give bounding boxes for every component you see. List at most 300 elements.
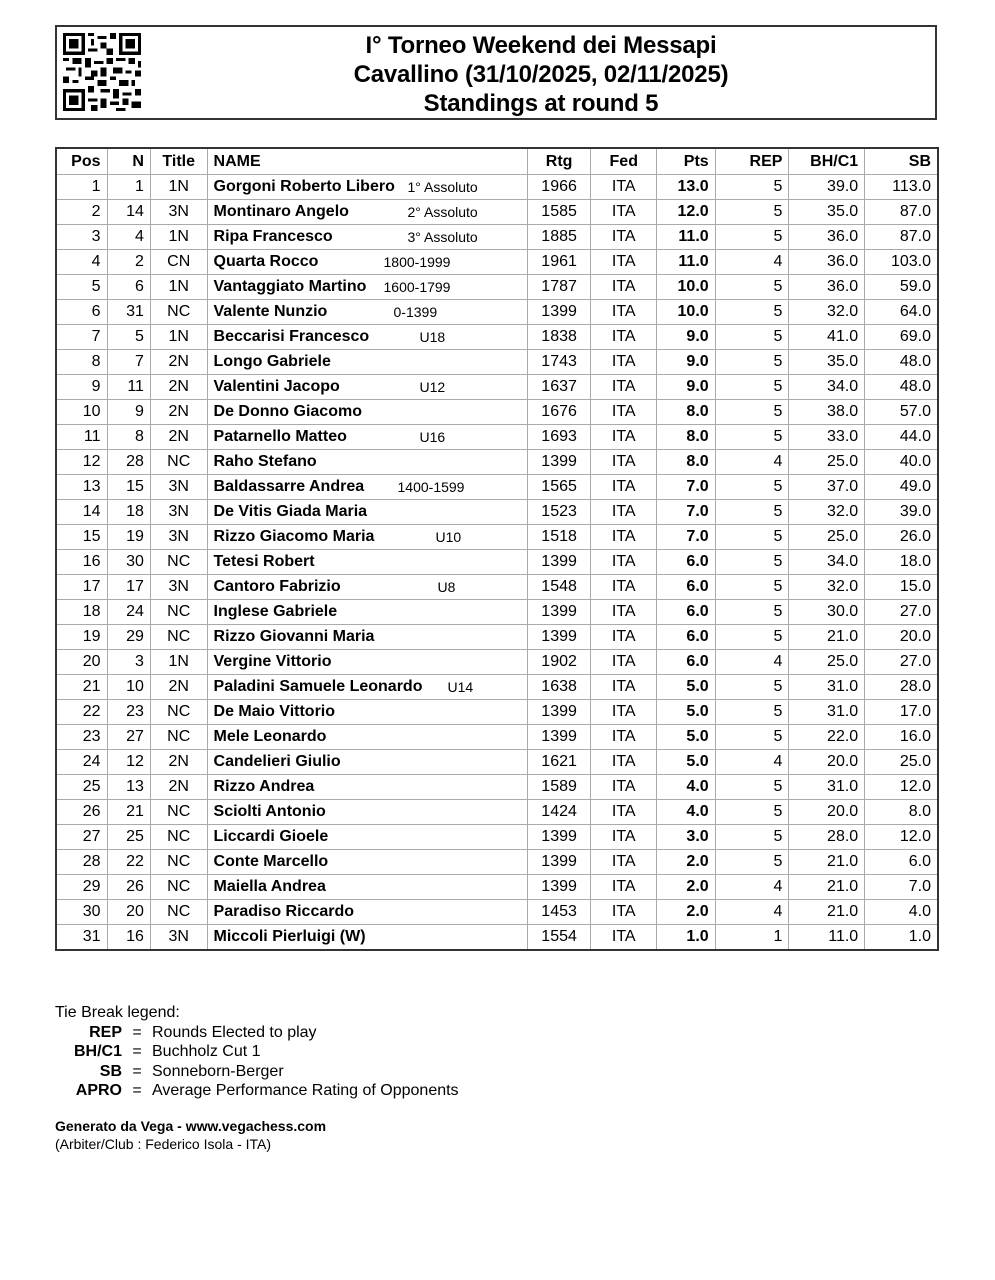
cell-pos: 12 bbox=[56, 450, 107, 475]
cell-n: 18 bbox=[107, 500, 150, 525]
player-name: Patarnello Matteo bbox=[213, 428, 347, 445]
player-name: Rizzo Giovanni Maria bbox=[213, 628, 375, 645]
cell-sb: 12.0 bbox=[865, 825, 938, 850]
table-row bbox=[56, 300, 938, 325]
player-name: De Donno Giacomo bbox=[213, 403, 362, 420]
player-name: Vantaggiato Martino bbox=[213, 278, 367, 295]
cell-pos: 14 bbox=[56, 500, 107, 525]
cell-title: 2N bbox=[150, 425, 207, 450]
cell-bh-c1: 25.0 bbox=[789, 450, 865, 475]
standings-round: Standings at round 5 bbox=[423, 90, 659, 117]
cell-bh-c1: 20.0 bbox=[789, 800, 865, 825]
prize-category-note: 1400-1599 bbox=[397, 479, 465, 495]
player-name: Beccarisi Francesco bbox=[213, 328, 370, 345]
cell-title: NC bbox=[150, 550, 207, 575]
cell-pos: 26 bbox=[56, 800, 107, 825]
prize-category-note: U10 bbox=[435, 529, 462, 545]
cell-sb: 87.0 bbox=[865, 225, 938, 250]
cell-bh-c1: 37.0 bbox=[789, 475, 865, 500]
cell-pos: 23 bbox=[56, 725, 107, 750]
cell-bh-c1: 41.0 bbox=[789, 325, 865, 350]
cell-bh-c1: 30.0 bbox=[789, 600, 865, 625]
cell-pts: 2.0 bbox=[657, 875, 716, 900]
cell-rtg: 1399 bbox=[527, 550, 591, 575]
cell-sb: 113.0 bbox=[865, 175, 938, 200]
cell-pos: 3 bbox=[56, 225, 107, 250]
cell-rtg: 1966 bbox=[527, 175, 591, 200]
cell-fed: ITA bbox=[591, 675, 657, 700]
cell-rep: 5 bbox=[715, 725, 789, 750]
cell-n: 9 bbox=[107, 400, 150, 425]
cell-pts: 7.0 bbox=[657, 475, 716, 500]
cell-pts: 10.0 bbox=[657, 275, 716, 300]
cell-title: 3N bbox=[150, 475, 207, 500]
cell-title: 2N bbox=[150, 350, 207, 375]
cell-title: 3N bbox=[150, 200, 207, 225]
cell-n: 15 bbox=[107, 475, 150, 500]
cell-pos: 15 bbox=[56, 525, 107, 550]
cell-rep: 5 bbox=[715, 850, 789, 875]
prize-category-note: U8 bbox=[437, 579, 456, 595]
cell-bh-c1: 38.0 bbox=[789, 400, 865, 425]
table-row bbox=[56, 775, 938, 800]
cell-fed: ITA bbox=[591, 750, 657, 775]
cell-n: 27 bbox=[107, 725, 150, 750]
prize-category-note: 2° Assoluto bbox=[407, 204, 478, 220]
cell-sb: 64.0 bbox=[865, 300, 938, 325]
table-row bbox=[56, 225, 938, 250]
cell-pos: 22 bbox=[56, 700, 107, 725]
cell-fed: ITA bbox=[591, 425, 657, 450]
cell-pts: 13.0 bbox=[657, 175, 716, 200]
player-name: Rizzo Giacomo Maria bbox=[213, 528, 375, 545]
legend-item bbox=[55, 1081, 459, 1101]
cell-fed: ITA bbox=[591, 300, 657, 325]
cell-sb: 27.0 bbox=[865, 650, 938, 675]
cell-pts: 1.0 bbox=[657, 925, 716, 951]
col-fed: Fed bbox=[591, 148, 657, 175]
cell-sb: 20.0 bbox=[865, 625, 938, 650]
cell-rep: 4 bbox=[715, 750, 789, 775]
header-box bbox=[55, 25, 937, 120]
player-name: Mele Leonardo bbox=[213, 728, 327, 745]
cell-name bbox=[207, 925, 527, 951]
cell-n: 19 bbox=[107, 525, 150, 550]
prize-category-note: U16 bbox=[419, 429, 446, 445]
cell-bh-c1: 39.0 bbox=[789, 175, 865, 200]
cell-name bbox=[207, 250, 527, 275]
prize-category-note: U18 bbox=[419, 329, 446, 345]
cell-rtg: 1399 bbox=[527, 825, 591, 850]
cell-rep: 5 bbox=[715, 525, 789, 550]
cell-fed: ITA bbox=[591, 725, 657, 750]
cell-pts: 8.0 bbox=[657, 425, 716, 450]
cell-rtg: 1565 bbox=[527, 475, 591, 500]
table-row bbox=[56, 525, 938, 550]
legend-equals: = bbox=[132, 1023, 142, 1041]
cell-title: 3N bbox=[150, 500, 207, 525]
footer bbox=[55, 1118, 326, 1153]
col-n: N bbox=[107, 148, 150, 175]
cell-title: NC bbox=[150, 300, 207, 325]
table-row bbox=[56, 925, 938, 951]
player-name: Paradiso Riccardo bbox=[213, 903, 355, 920]
cell-title: 2N bbox=[150, 675, 207, 700]
cell-pos: 18 bbox=[56, 600, 107, 625]
tiebreak-legend bbox=[55, 1003, 459, 1101]
table-row bbox=[56, 200, 938, 225]
cell-n: 5 bbox=[107, 325, 150, 350]
cell-name bbox=[207, 400, 527, 425]
cell-pts: 12.0 bbox=[657, 200, 716, 225]
cell-pos: 10 bbox=[56, 400, 107, 425]
cell-sb: 8.0 bbox=[865, 800, 938, 825]
standings-body bbox=[56, 175, 938, 951]
cell-bh-c1: 35.0 bbox=[789, 350, 865, 375]
cell-rep: 5 bbox=[715, 175, 789, 200]
cell-bh-c1: 21.0 bbox=[789, 850, 865, 875]
cell-name bbox=[207, 575, 527, 600]
cell-fed: ITA bbox=[591, 900, 657, 925]
cell-fed: ITA bbox=[591, 825, 657, 850]
cell-bh-c1: 20.0 bbox=[789, 750, 865, 775]
cell-rep: 5 bbox=[715, 550, 789, 575]
cell-pts: 10.0 bbox=[657, 300, 716, 325]
legend-abbr: APRO bbox=[75, 1082, 122, 1099]
cell-bh-c1: 36.0 bbox=[789, 275, 865, 300]
cell-name bbox=[207, 850, 527, 875]
table-row bbox=[56, 375, 938, 400]
player-name: Valente Nunzio bbox=[213, 303, 328, 320]
cell-title: 2N bbox=[150, 375, 207, 400]
table-row bbox=[56, 275, 938, 300]
cell-rep: 5 bbox=[715, 400, 789, 425]
cell-n: 3 bbox=[107, 650, 150, 675]
cell-sb: 49.0 bbox=[865, 475, 938, 500]
cell-title: 1N bbox=[150, 650, 207, 675]
col-rtg: Rtg bbox=[527, 148, 591, 175]
cell-pos: 20 bbox=[56, 650, 107, 675]
cell-pos: 19 bbox=[56, 625, 107, 650]
cell-rtg: 1743 bbox=[527, 350, 591, 375]
cell-n: 10 bbox=[107, 675, 150, 700]
cell-pos: 5 bbox=[56, 275, 107, 300]
cell-fed: ITA bbox=[591, 800, 657, 825]
cell-n: 29 bbox=[107, 625, 150, 650]
cell-sb: 103.0 bbox=[865, 250, 938, 275]
cell-sb: 48.0 bbox=[865, 350, 938, 375]
cell-sb: 6.0 bbox=[865, 850, 938, 875]
cell-pts: 6.0 bbox=[657, 600, 716, 625]
cell-rep: 5 bbox=[715, 775, 789, 800]
cell-title: NC bbox=[150, 800, 207, 825]
cell-pts: 6.0 bbox=[657, 550, 716, 575]
cell-rep: 5 bbox=[715, 575, 789, 600]
cell-pos: 2 bbox=[56, 200, 107, 225]
cell-pos: 25 bbox=[56, 775, 107, 800]
cell-name bbox=[207, 300, 527, 325]
cell-pts: 11.0 bbox=[657, 250, 716, 275]
cell-rtg: 1399 bbox=[527, 850, 591, 875]
col-sb: SB bbox=[865, 148, 938, 175]
cell-bh-c1: 32.0 bbox=[789, 575, 865, 600]
cell-name bbox=[207, 225, 527, 250]
legend-abbr: BH/C1 bbox=[73, 1043, 122, 1060]
cell-pos: 30 bbox=[56, 900, 107, 925]
cell-name bbox=[207, 325, 527, 350]
cell-pts: 5.0 bbox=[657, 700, 716, 725]
cell-fed: ITA bbox=[591, 400, 657, 425]
table-row bbox=[56, 675, 938, 700]
cell-rtg: 1548 bbox=[527, 575, 591, 600]
col-bh-c1: BH/C1 bbox=[789, 148, 865, 175]
player-name: Conte Marcello bbox=[213, 853, 329, 870]
cell-rep: 5 bbox=[715, 500, 789, 525]
player-name: Paladini Samuele Leonardo bbox=[213, 678, 423, 695]
cell-pts: 6.0 bbox=[657, 625, 716, 650]
player-name: Sciolti Antonio bbox=[213, 803, 326, 820]
prize-category-note: U14 bbox=[447, 679, 474, 695]
cell-rep: 4 bbox=[715, 650, 789, 675]
cell-bh-c1: 34.0 bbox=[789, 375, 865, 400]
cell-pos: 16 bbox=[56, 550, 107, 575]
cell-title: NC bbox=[150, 600, 207, 625]
player-name: Longo Gabriele bbox=[213, 353, 331, 370]
cell-sb: 39.0 bbox=[865, 500, 938, 525]
player-name: Liccardi Gioele bbox=[213, 828, 329, 845]
table-row bbox=[56, 325, 938, 350]
cell-n: 13 bbox=[107, 775, 150, 800]
cell-rep: 5 bbox=[715, 800, 789, 825]
cell-bh-c1: 28.0 bbox=[789, 825, 865, 850]
cell-rtg: 1399 bbox=[527, 875, 591, 900]
cell-n: 12 bbox=[107, 750, 150, 775]
cell-rep: 4 bbox=[715, 875, 789, 900]
cell-bh-c1: 31.0 bbox=[789, 675, 865, 700]
cell-pos: 6 bbox=[56, 300, 107, 325]
cell-pts: 6.0 bbox=[657, 575, 716, 600]
cell-name bbox=[207, 525, 527, 550]
cell-pts: 7.0 bbox=[657, 500, 716, 525]
cell-rep: 5 bbox=[715, 700, 789, 725]
cell-fed: ITA bbox=[591, 275, 657, 300]
table-row bbox=[56, 500, 938, 525]
cell-rtg: 1585 bbox=[527, 200, 591, 225]
cell-n: 6 bbox=[107, 275, 150, 300]
table-row bbox=[56, 800, 938, 825]
cell-fed: ITA bbox=[591, 625, 657, 650]
cell-fed: ITA bbox=[591, 475, 657, 500]
legend-abbr: REP bbox=[89, 1023, 122, 1041]
cell-rtg: 1399 bbox=[527, 600, 591, 625]
cell-bh-c1: 34.0 bbox=[789, 550, 865, 575]
cell-rep: 5 bbox=[715, 625, 789, 650]
cell-rep: 5 bbox=[715, 325, 789, 350]
cell-sb: 48.0 bbox=[865, 375, 938, 400]
table-row bbox=[56, 900, 938, 925]
cell-n: 23 bbox=[107, 700, 150, 725]
cell-bh-c1: 31.0 bbox=[789, 775, 865, 800]
cell-n: 25 bbox=[107, 825, 150, 850]
cell-pts: 3.0 bbox=[657, 825, 716, 850]
legend-desc: Average Performance Rating of Opponents bbox=[152, 1082, 459, 1099]
cell-rtg: 1838 bbox=[527, 325, 591, 350]
player-name: Baldassarre Andrea bbox=[213, 478, 365, 495]
table-row bbox=[56, 625, 938, 650]
cell-name bbox=[207, 800, 527, 825]
cell-fed: ITA bbox=[591, 525, 657, 550]
prize-category-note: 0-1399 bbox=[393, 304, 438, 320]
cell-bh-c1: 25.0 bbox=[789, 650, 865, 675]
cell-rep: 4 bbox=[715, 900, 789, 925]
cell-pos: 8 bbox=[56, 350, 107, 375]
cell-name bbox=[207, 600, 527, 625]
player-name: Valentini Jacopo bbox=[213, 378, 340, 395]
legend-item bbox=[55, 1023, 459, 1043]
cell-n: 17 bbox=[107, 575, 150, 600]
cell-rtg: 1453 bbox=[527, 900, 591, 925]
cell-name bbox=[207, 275, 527, 300]
cell-pos: 28 bbox=[56, 850, 107, 875]
cell-bh-c1: 25.0 bbox=[789, 525, 865, 550]
cell-fed: ITA bbox=[591, 350, 657, 375]
table-row bbox=[56, 750, 938, 775]
cell-n: 1 bbox=[107, 175, 150, 200]
cell-bh-c1: 32.0 bbox=[789, 500, 865, 525]
cell-fed: ITA bbox=[591, 875, 657, 900]
tournament-location-dates: Cavallino (31/10/2025, 02/11/2025) bbox=[353, 61, 729, 88]
legend-equals: = bbox=[132, 1043, 142, 1060]
legend-item bbox=[55, 1042, 459, 1062]
cell-title: 3N bbox=[150, 925, 207, 951]
table-row bbox=[56, 475, 938, 500]
cell-rtg: 1693 bbox=[527, 425, 591, 450]
cell-fed: ITA bbox=[591, 700, 657, 725]
cell-fed: ITA bbox=[591, 650, 657, 675]
cell-pts: 8.0 bbox=[657, 450, 716, 475]
cell-rtg: 1518 bbox=[527, 525, 591, 550]
cell-rtg: 1885 bbox=[527, 225, 591, 250]
cell-rep: 5 bbox=[715, 375, 789, 400]
cell-pts: 2.0 bbox=[657, 900, 716, 925]
table-row bbox=[56, 175, 938, 200]
cell-pts: 5.0 bbox=[657, 750, 716, 775]
table-row bbox=[56, 875, 938, 900]
cell-rtg: 1676 bbox=[527, 400, 591, 425]
cell-pos: 29 bbox=[56, 875, 107, 900]
table-row bbox=[56, 425, 938, 450]
cell-pos: 7 bbox=[56, 325, 107, 350]
legend-item bbox=[55, 1062, 459, 1082]
cell-fed: ITA bbox=[591, 775, 657, 800]
cell-n: 8 bbox=[107, 425, 150, 450]
cell-n: 16 bbox=[107, 925, 150, 951]
cell-name bbox=[207, 350, 527, 375]
player-name: Maiella Andrea bbox=[213, 878, 326, 895]
cell-sb: 25.0 bbox=[865, 750, 938, 775]
player-name: Tetesi Robert bbox=[213, 553, 315, 570]
cell-rep: 5 bbox=[715, 350, 789, 375]
cell-pos: 21 bbox=[56, 675, 107, 700]
cell-rep: 1 bbox=[715, 925, 789, 951]
col-name: NAME bbox=[207, 148, 527, 175]
cell-pts: 9.0 bbox=[657, 375, 716, 400]
cell-pos: 4 bbox=[56, 250, 107, 275]
cell-name bbox=[207, 625, 527, 650]
cell-name bbox=[207, 650, 527, 675]
tournament-name: I° Torneo Weekend dei Messapi bbox=[365, 32, 717, 59]
cell-sb: 87.0 bbox=[865, 200, 938, 225]
cell-sb: 7.0 bbox=[865, 875, 938, 900]
cell-n: 7 bbox=[107, 350, 150, 375]
cell-rep: 5 bbox=[715, 275, 789, 300]
cell-bh-c1: 21.0 bbox=[789, 875, 865, 900]
cell-title: NC bbox=[150, 450, 207, 475]
cell-title: NC bbox=[150, 725, 207, 750]
player-name: De Vitis Giada Maria bbox=[213, 503, 368, 520]
cell-n: 2 bbox=[107, 250, 150, 275]
player-name: Rizzo Andrea bbox=[213, 778, 315, 795]
legend-abbr: SB bbox=[99, 1062, 122, 1080]
cell-title: 2N bbox=[150, 775, 207, 800]
col-rep: REP bbox=[715, 148, 789, 175]
cell-n: 22 bbox=[107, 850, 150, 875]
cell-title: 1N bbox=[150, 225, 207, 250]
cell-pos: 17 bbox=[56, 575, 107, 600]
standings-table bbox=[55, 147, 939, 951]
cell-title: CN bbox=[150, 250, 207, 275]
cell-fed: ITA bbox=[591, 200, 657, 225]
cell-sb: 40.0 bbox=[865, 450, 938, 475]
cell-rtg: 1424 bbox=[527, 800, 591, 825]
cell-bh-c1: 33.0 bbox=[789, 425, 865, 450]
player-name: Miccoli Pierluigi (W) bbox=[213, 928, 366, 945]
cell-sb: 44.0 bbox=[865, 425, 938, 450]
player-name: Raho Stefano bbox=[213, 453, 317, 470]
cell-bh-c1: 35.0 bbox=[789, 200, 865, 225]
player-name: Gorgoni Roberto Libero bbox=[213, 178, 395, 195]
cell-sb: 27.0 bbox=[865, 600, 938, 625]
player-name: Quarta Rocco bbox=[213, 253, 319, 270]
cell-bh-c1: 21.0 bbox=[789, 625, 865, 650]
cell-fed: ITA bbox=[591, 325, 657, 350]
cell-bh-c1: 21.0 bbox=[789, 900, 865, 925]
cell-sb: 26.0 bbox=[865, 525, 938, 550]
cell-name bbox=[207, 825, 527, 850]
cell-n: 21 bbox=[107, 800, 150, 825]
cell-bh-c1: 11.0 bbox=[789, 925, 865, 951]
legend-desc: Buchholz Cut 1 bbox=[152, 1043, 261, 1060]
cell-rtg: 1902 bbox=[527, 650, 591, 675]
cell-name bbox=[207, 200, 527, 225]
cell-pos: 1 bbox=[56, 175, 107, 200]
cell-pts: 6.0 bbox=[657, 650, 716, 675]
cell-name bbox=[207, 175, 527, 200]
cell-n: 11 bbox=[107, 375, 150, 400]
cell-sb: 18.0 bbox=[865, 550, 938, 575]
cell-rtg: 1399 bbox=[527, 300, 591, 325]
cell-pts: 11.0 bbox=[657, 225, 716, 250]
cell-pts: 4.0 bbox=[657, 800, 716, 825]
cell-title: 1N bbox=[150, 325, 207, 350]
cell-pts: 5.0 bbox=[657, 725, 716, 750]
cell-pts: 9.0 bbox=[657, 325, 716, 350]
cell-title: NC bbox=[150, 700, 207, 725]
table-row bbox=[56, 600, 938, 625]
prize-category-note: U12 bbox=[419, 379, 446, 395]
cell-rep: 5 bbox=[715, 825, 789, 850]
legend-equals: = bbox=[132, 1062, 142, 1080]
